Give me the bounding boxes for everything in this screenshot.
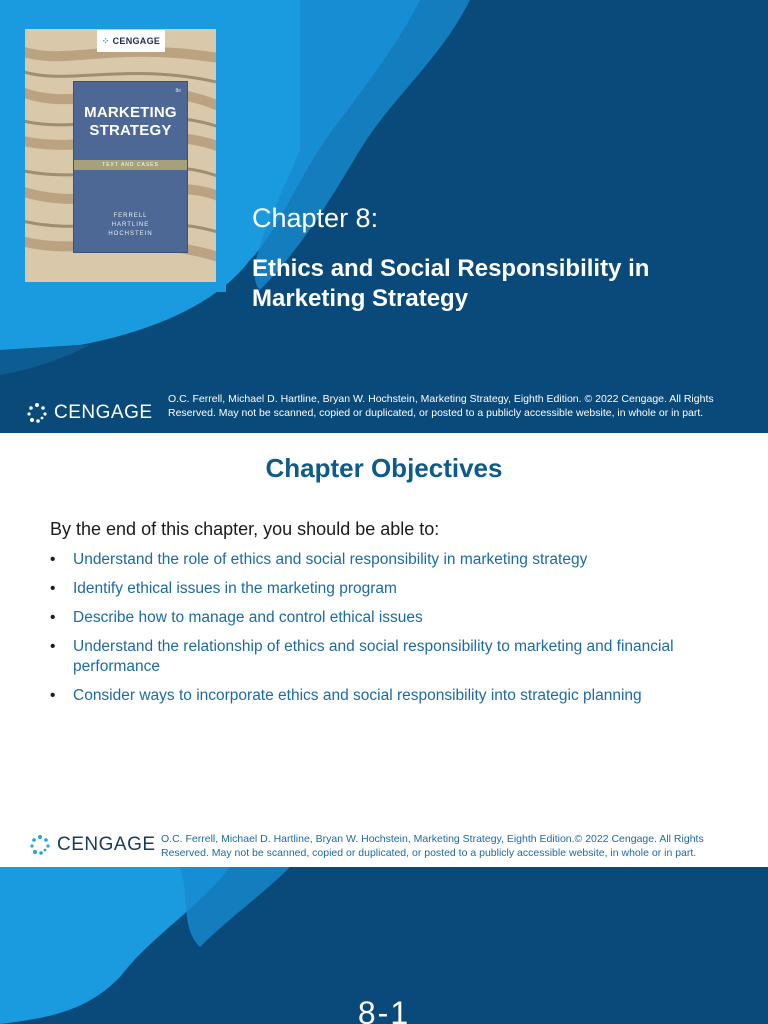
cengage-logo-icon — [26, 402, 48, 424]
cengage-logo-icon — [29, 834, 51, 856]
book-cover-image — [25, 29, 216, 282]
bullet: • — [50, 551, 56, 568]
book-publisher-logo — [97, 30, 165, 52]
slide-title: Chapter Objectives — [265, 453, 503, 483]
copyright-notice: O.C. Ferrell, Michael D. Hartline, Bryan W. Hochstein, Marketing Strategy, Eighth Edition. © 2022 Cengage. All Rights Reserved. May not be scanned, copied or duplicated, or posted to a publicly accessible website, in whole or in part. — [168, 393, 714, 419]
book-subtitle: TEXT AND CASES — [74, 160, 187, 170]
cengage-logo-text: CENGAGE — [57, 834, 156, 855]
book-title-panel — [73, 81, 188, 253]
cengage-logo-text: CENGAGE — [54, 402, 153, 423]
objective-text: Describe how to manage and control ethical issues — [73, 609, 423, 626]
chapter-label: Chapter 8: — [252, 203, 379, 233]
list-item — [50, 686, 730, 706]
objective-text: Identify ethical issues in the marketing program — [73, 580, 397, 597]
chapter-title: Ethics and Social Responsibility in Marketing Strategy — [252, 255, 650, 312]
book-publisher-label: CENGAGE — [112, 36, 161, 46]
page-number: 8-1 — [357, 995, 411, 1024]
list-item — [50, 579, 730, 599]
book-author: FERRELL — [113, 213, 148, 219]
book-title — [74, 104, 187, 140]
book-cover — [15, 19, 226, 292]
objectives-slide — [0, 433, 768, 867]
book-title-line2: STRATEGY — [89, 122, 172, 139]
objective-text: Understand the relationship of ethics and social responsibility to marketing and financial performance — [73, 638, 674, 675]
bullet: • — [50, 580, 56, 597]
objective-text: Understand the role of ethics and social responsibility in marketing strategy — [73, 551, 588, 568]
objectives-list — [50, 550, 730, 715]
bullet: • — [50, 638, 56, 655]
book-author: HOCHSTEIN — [108, 231, 153, 237]
book-authors — [74, 212, 187, 239]
list-item — [50, 550, 730, 570]
cengage-logo — [26, 402, 153, 424]
section-slide — [0, 867, 768, 1024]
cengage-logo — [29, 834, 156, 856]
book-author: HARTLINE — [111, 222, 150, 228]
list-item — [50, 637, 730, 676]
intro-text: By the end of this chapter, you should be able to: — [50, 519, 440, 539]
list-item — [50, 608, 730, 628]
cengage-mark-icon: ⁘ — [101, 35, 110, 46]
bullet: • — [50, 609, 56, 626]
book-edition: 8e — [175, 88, 181, 94]
objective-text: Consider ways to incorporate ethics and social responsibility into strategic planning — [73, 686, 642, 704]
bullet: • — [50, 686, 56, 704]
book-title-line1: MARKETING — [84, 104, 177, 121]
title-slide — [0, 0, 768, 433]
copyright-notice: O.C. Ferrell, Michael D. Hartline, Bryan W. Hochstein, Marketing Strategy, Eighth Edition.© 2022 Cengage. All Rights Reserved. May not be scanned, copied or duplicated, or posted to a publicly accessible website, in whole or in part. — [161, 833, 704, 859]
